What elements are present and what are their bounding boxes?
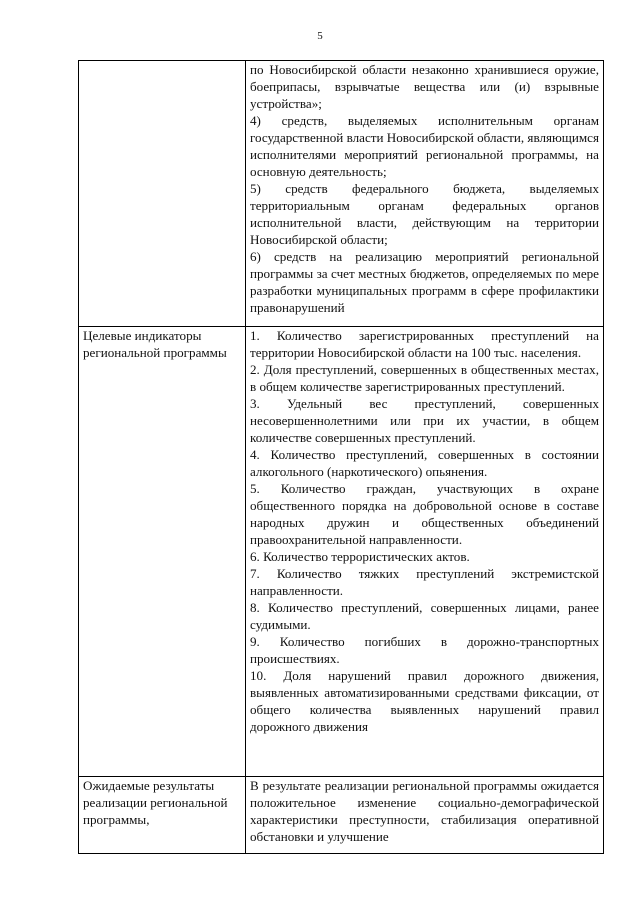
row-content-results [246, 777, 604, 854]
row-content-indicators [246, 327, 604, 777]
indicator-item: 6. Количество террористических актов. [250, 549, 470, 564]
paragraph: по Новосибирской области незаконно хранившиеся оружие, боеприпасы, взрывчатые вещества или (и) взрывные устройства»; [250, 62, 599, 111]
row-label: Ожидаемые результаты реализации региональной программы, [79, 777, 246, 854]
indicator-item: 8. Количество преступлений, совершенных лицами, ранее судимыми. [250, 600, 599, 632]
table-row-results [79, 777, 604, 854]
indicator-item: 9. Количество погибших в дорожно-транспортных происшествиях. [250, 634, 599, 666]
paragraph: В результате реализации региональной программы ожидается положительное изменение социально-демографической характеристики преступности, стабилизация оперативной обстановки и улучшение [250, 778, 599, 844]
indicator-item: 4. Количество преступлений, совершенных в состоянии алкогольного (наркотического) опьянения. [250, 447, 599, 479]
paragraph: 6) средств на реализацию мероприятий региональной программы за счет местных бюджетов, определяемых по мере разработки муниципальных программ в сфере профилактики правонарушений [250, 249, 599, 315]
indicator-item: 5. Количество граждан, участвующих в охране общественного порядка на добровольной основе в составе народных дружин и общественных объединений правоохранительной направленности. [250, 481, 599, 547]
indicator-item: 7. Количество тяжких преступлений экстремистской направленности. [250, 566, 599, 598]
indicator-item: 1. Количество зарегистрированных преступлений на территории Новосибирской области на 100 тыс. населения. [250, 328, 599, 360]
program-passport-table [78, 60, 604, 854]
row-label: Целевые индикаторы региональной программы [79, 327, 246, 777]
page-number: 5 [317, 30, 323, 42]
results-text-container [250, 777, 599, 853]
row-label [79, 61, 246, 327]
paragraph: 4) средств, выделяемых исполнительным органам государственной власти Новосибирской области, являющимся исполнителями мероприятий региональной программы, на основную деятельность; [250, 113, 599, 179]
table-row-funding [79, 61, 604, 327]
row-content-funding [246, 61, 604, 327]
indicator-item: 3. Удельный вес преступлений, совершенных несовершеннолетними или при их участии, в общем количестве совершенных преступлений. [250, 396, 599, 445]
indicator-item: 2. Доля преступлений, совершенных в общественных местах, в общем количестве зарегистрированных преступлений. [250, 362, 599, 394]
table-row-indicators [79, 327, 604, 777]
paragraph: 5) средств федерального бюджета, выделяемых территориальным органам федеральных органов исполнительной власти, действующим на территории Новосибирской области; [250, 181, 599, 247]
indicator-item: 10. Доля нарушений правил дорожного движения, выявленных автоматизированными средствами фиксации, от общего количества выявленных нарушений правил дорожного движения [250, 668, 599, 734]
